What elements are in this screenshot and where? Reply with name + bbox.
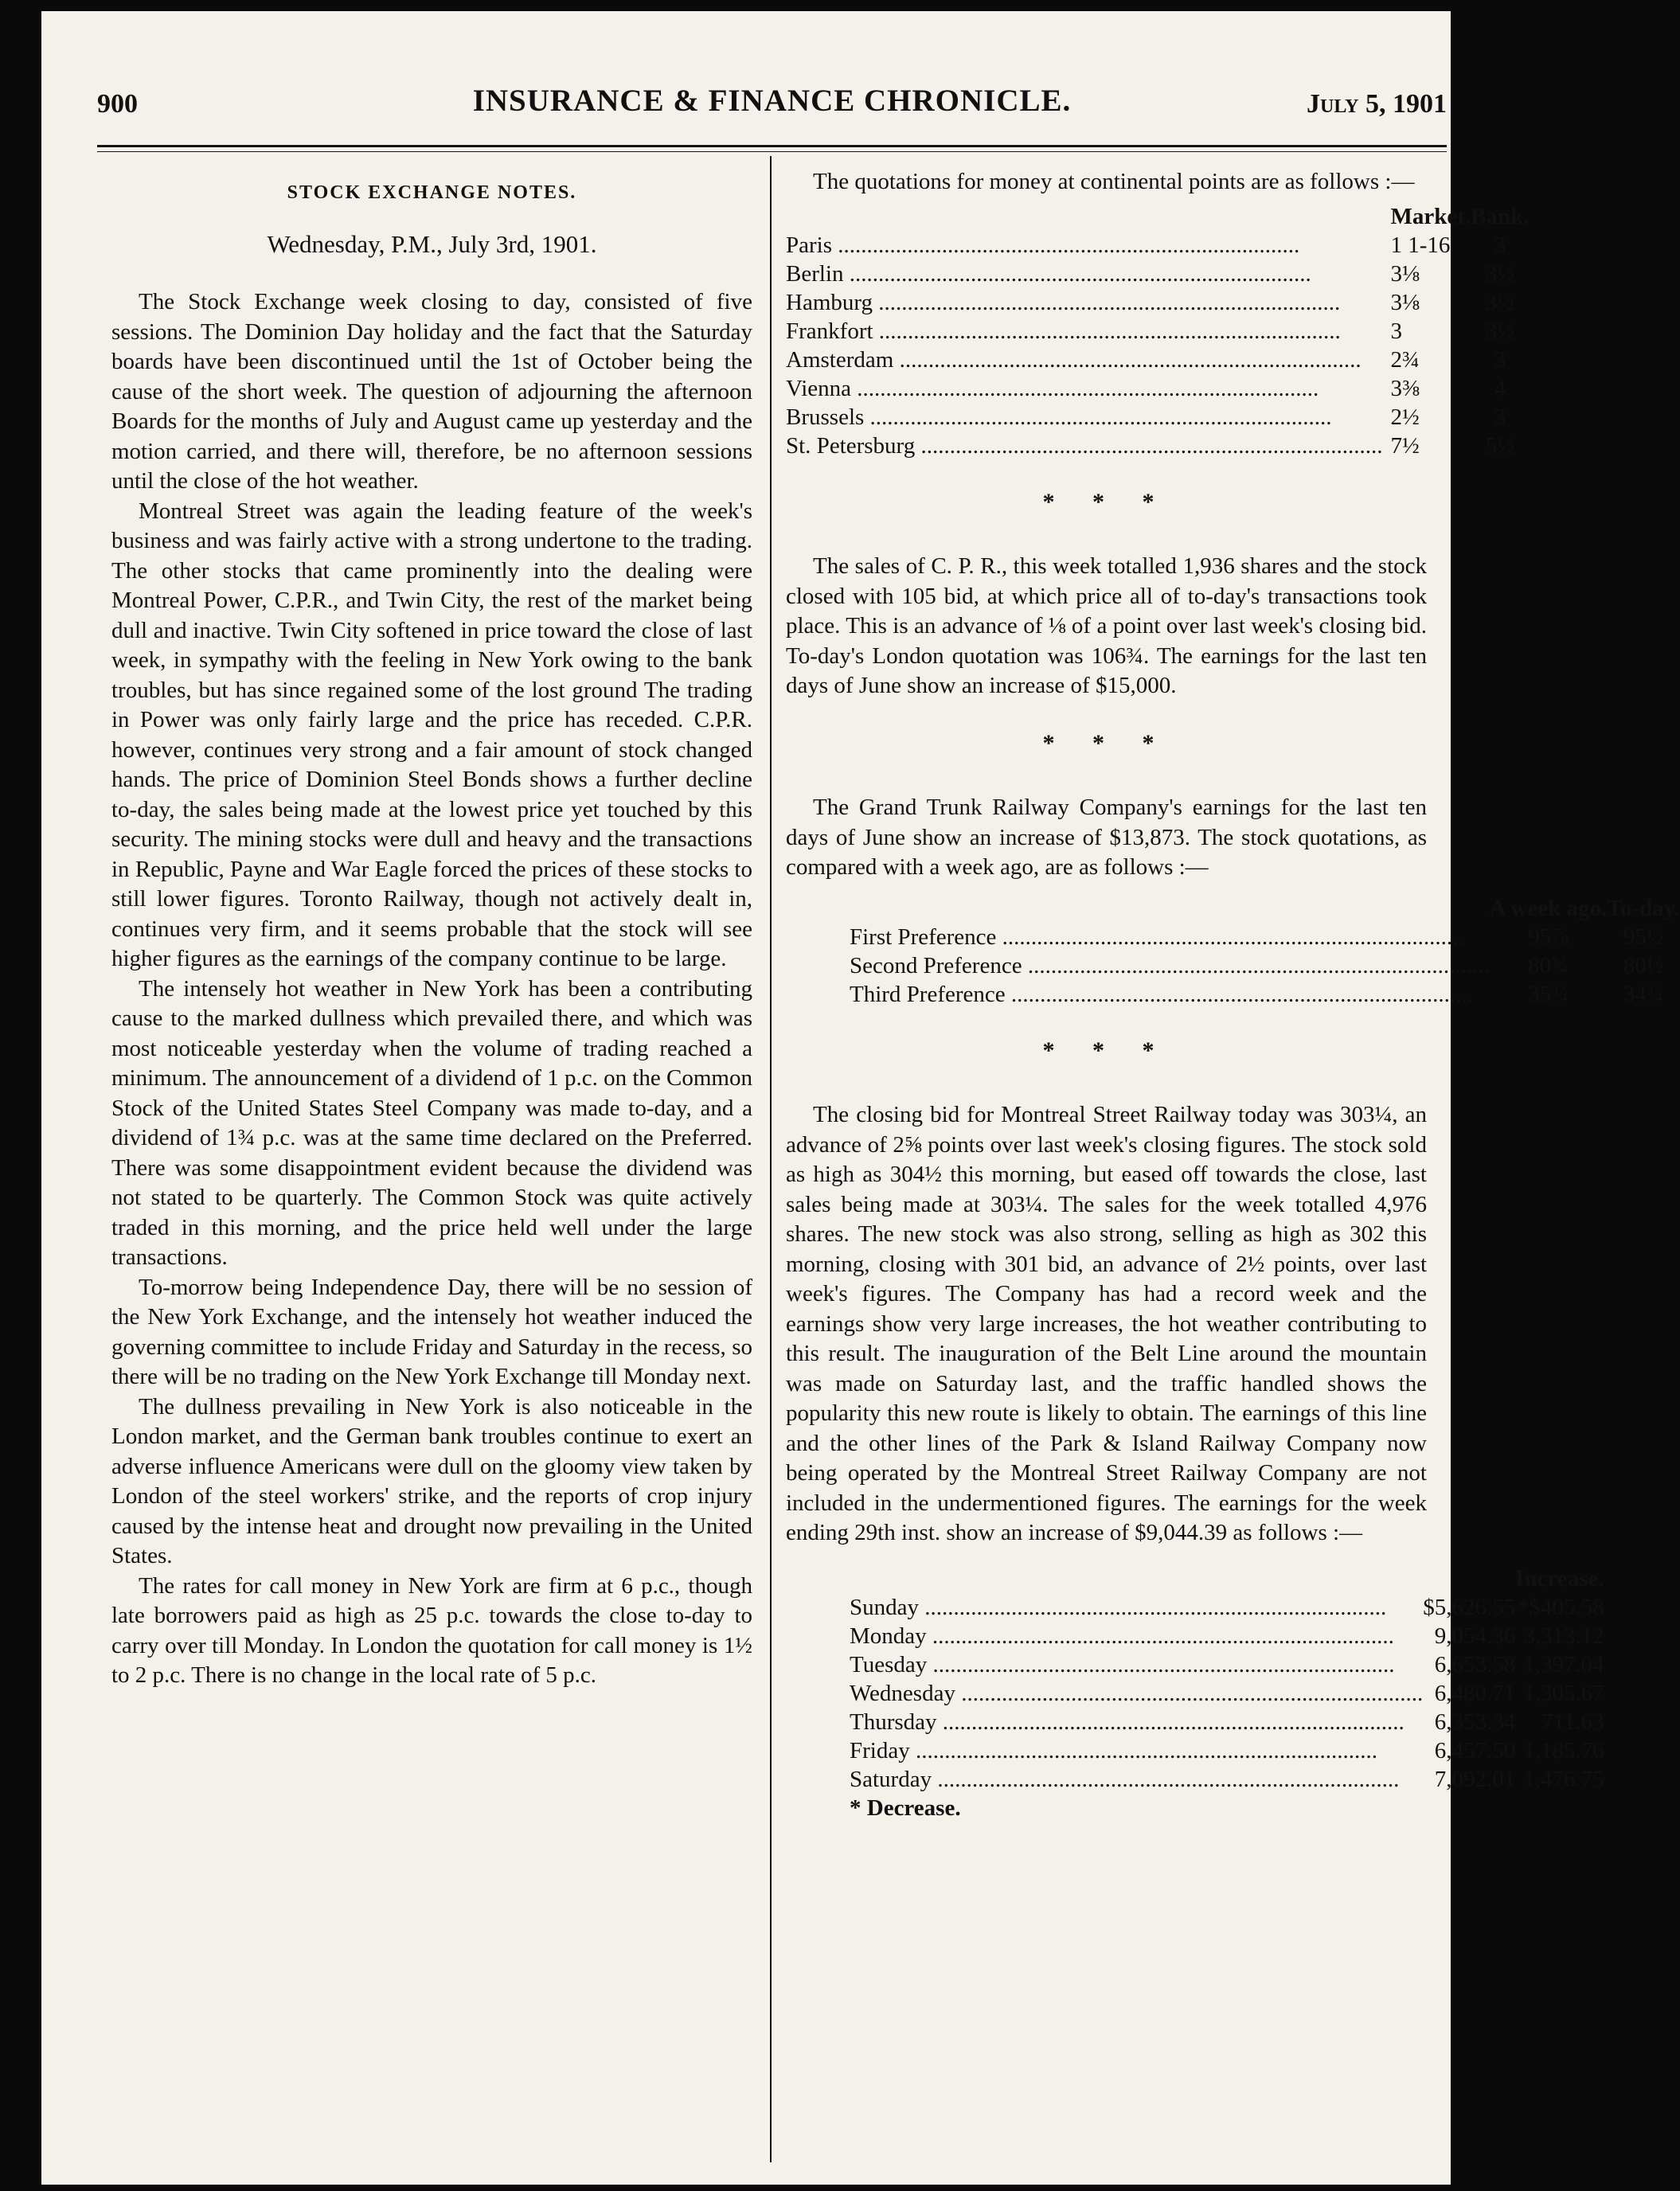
right-column — [786, 167, 1680, 1822]
bank-rate: 3 — [1494, 404, 1506, 430]
city-name: Frankfort ..... — [786, 317, 1382, 346]
money-intro: The quotations for money at continental points are as follows :— — [813, 169, 1415, 194]
earnings-amount: 6,353.34 — [1434, 1709, 1516, 1735]
table-row — [850, 1679, 1604, 1708]
day-name: Monday ..... — [850, 1622, 1423, 1650]
bank-rate: 3½ — [1485, 318, 1514, 344]
table-row — [850, 1708, 1604, 1736]
increase-header: Increase. — [1515, 1565, 1604, 1592]
section-separator: * * * — [1042, 729, 1170, 756]
table-row — [850, 951, 1680, 980]
market-rate: 3⅛ — [1390, 260, 1420, 287]
paragraph: The dullness prevailing in New York is also noticeable in the London market, and the German bank troubles continue to exert an adverse influence Americans were dull on the gloomy view taken by London of the steel workers' strike, and the reports of crop injury caused by the intense heat and drought now prevailing in the United States. — [111, 1393, 752, 1568]
section-heading: STOCK EXCHANGE NOTES. — [287, 182, 577, 203]
table-row — [850, 1622, 1604, 1650]
earnings-increase: *$405.58 — [1517, 1594, 1604, 1620]
city-name: St. Petersburg ..... — [786, 432, 1382, 460]
market-rate: 1 1-16 — [1390, 232, 1451, 258]
today-value: 34¾ — [1623, 981, 1664, 1007]
city-name: Amsterdam ..... — [786, 346, 1382, 374]
header-rule — [97, 145, 1447, 147]
table-row — [786, 231, 1529, 260]
paragraph: The rates for call money in New York are firm at 6 p.c., though late borrowers paid as high as 25 p.c. towards the close to-day to carry over till Monday. In London the quotation for call money is 1½ to 2 p.c. There is no change in the local rate of 5 p.c. — [111, 1572, 752, 1688]
cpr-paragraph: The sales of C. P. R., this week totalled 1,936 shares and the stock closed with 105 bid, at which price all of to-day's transactions took place. This is an advance of ⅛ of a point over last week's closing bid. To-day's London quotation was 106¾. The earnings for the last ten days of June show an increase of $15,000. — [786, 553, 1427, 698]
paragraph: Montreal Street was again the leading feature of the week's business and was fairly active with a strong undertone to the trading. The other stocks that came prominently into the dealing were Montreal Power, C.P.R., and Twin City, the rest of the market being dull and inactive. Twin City softened in price toward the close of last week, in sympathy with the feeling in New York owing to the bank troubles, but has since regained some of the lost ground The trading in Power was only fairly large and the price has receded. C.P.R. however, continues very strong and a fair amount of stock changed hands. The price of Dominion Steel Bonds shows a further decline to-day, the sales being made at the lowest price yet touched by this security. The mining stocks were dull and heavy and the transactions in Republic, Payne and War Eagle forced the prices of these stocks to still lower figures. Toronto Railway, though not actively dealt in, continues very firm, and it seems probable that the stock will see higher figures as the earnings of the company continue to be large. — [111, 498, 752, 971]
today-header: To-day. — [1607, 895, 1680, 921]
today-value: 80½ — [1623, 952, 1664, 978]
day-name: Tuesday ..... — [850, 1650, 1423, 1679]
newspaper-page — [41, 11, 1680, 2185]
stock-name: First Preference ..... — [850, 923, 1490, 951]
earnings-amount: 6,480.71 — [1434, 1680, 1516, 1706]
column-divider — [770, 156, 772, 2162]
paragraph: The Stock Exchange week closing to day, consisted of five sessions. The Dominion Day holiday and the fact that the Saturday boards have been discontinued until the 1st of October being the cause of the short week. The question of adjourning the afternoon Boards for the months of July and August came up yesterday and the motion carried, and there will, therefore, be no afternoon sessions until the close of the hot weather. — [111, 289, 752, 494]
bank-rate: 4 — [1494, 375, 1506, 401]
earnings-amount: 6,653.58 — [1434, 1651, 1516, 1677]
earnings-increase: 1,185.76 — [1523, 1737, 1604, 1763]
publication-title: INSURANCE & FINANCE CHRONICLE. — [472, 84, 1072, 118]
table-row — [786, 288, 1529, 317]
stock-name: Second Preference ..... — [850, 951, 1490, 980]
week-ago-value: 95⅞ — [1528, 924, 1569, 950]
section-separator: * * * — [1042, 488, 1170, 515]
market-header: Market. — [1390, 203, 1471, 229]
table-row — [786, 432, 1529, 460]
table-row — [786, 346, 1529, 374]
table-row — [786, 403, 1529, 432]
day-name: Wednesday ..... — [850, 1679, 1423, 1708]
market-rate: 2¾ — [1390, 346, 1420, 373]
week-ago-value: 80¾ — [1528, 952, 1569, 978]
market-rate: 3⅛ — [1390, 289, 1420, 315]
earnings-increase: 3,313.12 — [1523, 1623, 1604, 1649]
bank-header: Bank. — [1471, 203, 1530, 229]
city-name: Berlin ..... — [786, 260, 1382, 288]
earnings-increase: 1,476.75 — [1523, 1766, 1604, 1792]
section-separator: * * * — [1042, 1037, 1170, 1064]
earnings-table — [850, 1564, 1604, 1822]
week-ago-header: A week ago. — [1489, 895, 1608, 921]
earnings-amount: 7,092.01 — [1434, 1766, 1516, 1792]
day-name: Saturday ..... — [850, 1765, 1423, 1794]
table-row — [786, 374, 1529, 403]
dateline: Wednesday, P.M., July 3rd, 1901. — [267, 229, 597, 258]
table-row — [850, 1593, 1604, 1622]
day-name: Friday ..... — [850, 1736, 1423, 1765]
market-rate: 3 — [1390, 318, 1402, 344]
table-row — [850, 1650, 1604, 1679]
gtr-paragraph: The Grand Trunk Railway Company's earnings for the last ten days of June show an increase of $13,873. The stock quotations, as compared with a week ago, are as follows :— — [786, 795, 1427, 880]
stock-name: Third Preference ..... — [850, 980, 1490, 1009]
city-name: Vienna ..... — [786, 374, 1382, 403]
table-row — [850, 1765, 1604, 1794]
table-row — [850, 980, 1680, 1009]
week-ago-value: 35¾ — [1528, 981, 1569, 1007]
money-rates-table — [786, 202, 1529, 460]
page-number: 900 — [97, 89, 138, 119]
market-rate: 3⅜ — [1390, 375, 1420, 401]
earnings-increase: 1,397.04 — [1523, 1651, 1604, 1677]
table-row — [850, 923, 1680, 951]
city-name: Hamburg ..... — [786, 288, 1382, 317]
city-name: Paris ..... — [786, 231, 1382, 260]
earnings-increase: 711.63 — [1541, 1709, 1604, 1735]
issue-date: July 5, 1901 — [1307, 89, 1447, 119]
day-name: Sunday ..... — [850, 1593, 1423, 1622]
montreal-street-paragraph: The closing bid for Montreal Street Railway today was 303¼, an advance of 2⅝ points over last week's closing figures. The stock sold as high as 304½ this morning, but eased off towards the close, last sales being made at 303¼. The sales for the week totalled 4,976 shares. The new stock was also strong, selling as high as 302 this morning, closing with 301 bid, an advance of 2½ points, over last week's figures. The Company has had a record week and the earnings show very large increases, the hot weather contributing to this result. The inauguration of the Belt Line around the mountain was made on Saturday last, and the traffic handled shows the popularity this new route is likely to obtain. The earnings of this line and the other lines of the Park & Island Railway Company now being operated by the Montreal Street Railway Company are not included in the undermentioned figures. The earnings for the week ending 29th inst. show an increase of $9,044.39 as follows :— — [786, 1102, 1427, 1545]
earnings-amount: 9,054.36 — [1434, 1623, 1516, 1649]
day-name: Thursday ..... — [850, 1708, 1423, 1736]
market-rate: 7½ — [1390, 432, 1420, 459]
left-column — [111, 167, 752, 1691]
city-name: Brussels ..... — [786, 403, 1382, 432]
bank-rate: 3 — [1494, 346, 1506, 373]
bank-rate: 3½ — [1485, 289, 1514, 315]
footnote: * Decrease. — [850, 1795, 961, 1821]
grand-trunk-table — [850, 894, 1680, 1009]
page-header — [97, 78, 1447, 134]
bank-rate: 3½ — [1485, 260, 1514, 287]
earnings-amount: 6,457.50 — [1434, 1737, 1516, 1763]
bank-rate: 3 — [1494, 232, 1506, 258]
table-row — [786, 317, 1529, 346]
header-rule-thin — [97, 151, 1447, 152]
paragraph: The intensely hot weather in New York has been a contributing cause to the marked dullness which prevailed there, and which was most noticeable yesterday when the volume of trading reached a minimum. The announcement of a dividend of 1 p.c. on the Common Stock of the United States Steel Company was made to-day, and a dividend of 1¾ p.c. was at the same time declared on the Preferred. There was some disappointment evident because the dividend was not stated to be quarterly. The Common Stock was quite actively traded in this morning, and the price held well under the large transactions. — [111, 975, 752, 1270]
today-value: 95½ — [1623, 924, 1664, 950]
earnings-amount: $5,626.55 — [1423, 1594, 1516, 1620]
market-rate: 2½ — [1390, 404, 1420, 430]
table-row — [786, 260, 1529, 288]
earnings-increase: 1,305.67 — [1523, 1680, 1604, 1706]
bank-rate: 5½ — [1485, 432, 1514, 459]
table-row — [850, 1736, 1604, 1765]
paragraph: To-morrow being Independence Day, there will be no session of the New York Exchange, and the intensely hot weather induced the governing committee to include Friday and Saturday in the recess, so there will be no trading on the New York Exchange till Monday next. — [111, 1274, 752, 1389]
